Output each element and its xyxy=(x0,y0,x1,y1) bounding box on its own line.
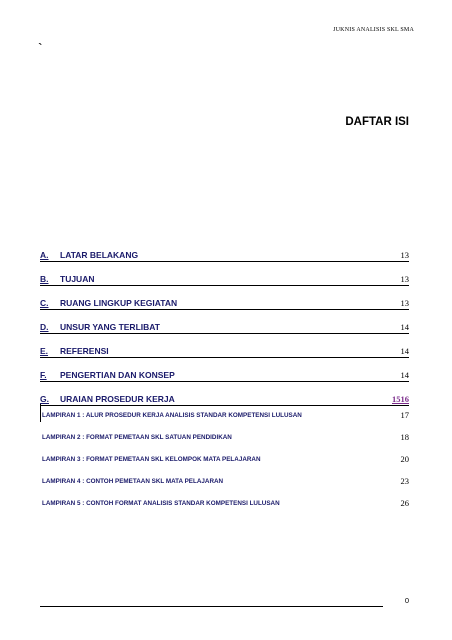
appendix-entry-5[interactable] xyxy=(40,492,409,514)
toc-entry-d[interactable] xyxy=(40,310,409,334)
appendix-entry-label[interactable]: LAMPIRAN 3 : FORMAT PEMETAAN SKL KELOMPOK MATA PELAJARAN xyxy=(42,455,261,463)
toc-entry-c[interactable] xyxy=(40,286,409,310)
appendix-entry-page: 23 xyxy=(400,476,409,486)
appendix-entry-4[interactable] xyxy=(40,470,409,492)
toc-entry-label[interactable]: URAIAN PROSEDUR KERJA xyxy=(60,394,175,404)
table-of-contents xyxy=(40,238,409,406)
toc-entry-page: 13 xyxy=(400,298,409,308)
toc-entry-letter: E. xyxy=(40,346,49,356)
appendix-entry-label[interactable]: LAMPIRAN 4 : CONTOH PEMETAAN SKL MATA PELAJARAN xyxy=(42,477,224,485)
toc-entry-page: 14 xyxy=(400,322,409,332)
appendix-entry-label[interactable]: LAMPIRAN 2 : FORMAT PEMETAAN SKL SATUAN PENDIDIKAN xyxy=(42,433,232,441)
toc-entry-f[interactable] xyxy=(40,358,409,382)
appendix-entry-1[interactable] xyxy=(40,404,409,426)
appendix-entry-label[interactable]: LAMPIRAN 5 : CONTOH FORMAT ANALISIS STANDAR KOMPETENSI LULUSAN xyxy=(42,499,280,507)
toc-entry-a[interactable] xyxy=(40,238,409,262)
appendix-entry-page: 17 xyxy=(400,410,409,420)
toc-title: DAFTAR ISI xyxy=(345,116,409,128)
toc-entry-letter: C. xyxy=(40,298,49,308)
toc-entry-label[interactable]: RUANG LINGKUP KEGIATAN xyxy=(60,298,178,308)
running-header: JUKNIS ANALISIS SKL SMA xyxy=(333,27,414,33)
appendix-entry-2[interactable] xyxy=(40,426,409,448)
appendix-entry-page: 26 xyxy=(400,498,409,508)
toc-entry-letter: F. xyxy=(40,370,47,380)
appendix-entry-page: 18 xyxy=(400,432,409,442)
toc-entry-letter: G. xyxy=(40,394,49,404)
toc-entry-label[interactable]: UNSUR YANG TERLIBAT xyxy=(60,322,160,332)
toc-entry-page: 13 xyxy=(400,274,409,284)
toc-entry-page: 14 xyxy=(400,370,409,380)
toc-entry-letter: A. xyxy=(40,250,49,260)
toc-entry-letter: B. xyxy=(40,274,49,284)
appendix-entry-label[interactable]: LAMPIRAN 1 : ALUR PROSEDUR KERJA ANALISIS STANDAR KOMPETENSI LULUSAN xyxy=(42,411,302,419)
toc-entry-page: 13 xyxy=(400,250,409,260)
appendix-entry-3[interactable] xyxy=(40,448,409,470)
footer-rule xyxy=(40,606,383,607)
toc-entry-page: 14 xyxy=(400,346,409,356)
stray-mark: ` xyxy=(38,40,43,56)
toc-entry-label[interactable]: REFERENSI xyxy=(60,346,109,356)
toc-entry-label[interactable]: LATAR BELAKANG xyxy=(60,250,139,260)
toc-entry-page-revised: 1516 xyxy=(392,394,409,404)
page-number: 0 xyxy=(404,596,409,605)
toc-entry-label[interactable]: PENGERTIAN DAN KONSEP xyxy=(60,370,175,380)
toc-entry-e[interactable] xyxy=(40,334,409,358)
toc-entry-label[interactable]: TUJUAN xyxy=(60,274,95,284)
toc-entry-b[interactable] xyxy=(40,262,409,286)
toc-entry-letter: D. xyxy=(40,322,49,332)
appendix-list xyxy=(40,404,409,514)
toc-entry-g[interactable] xyxy=(40,382,409,406)
appendix-entry-page: 20 xyxy=(400,454,409,464)
